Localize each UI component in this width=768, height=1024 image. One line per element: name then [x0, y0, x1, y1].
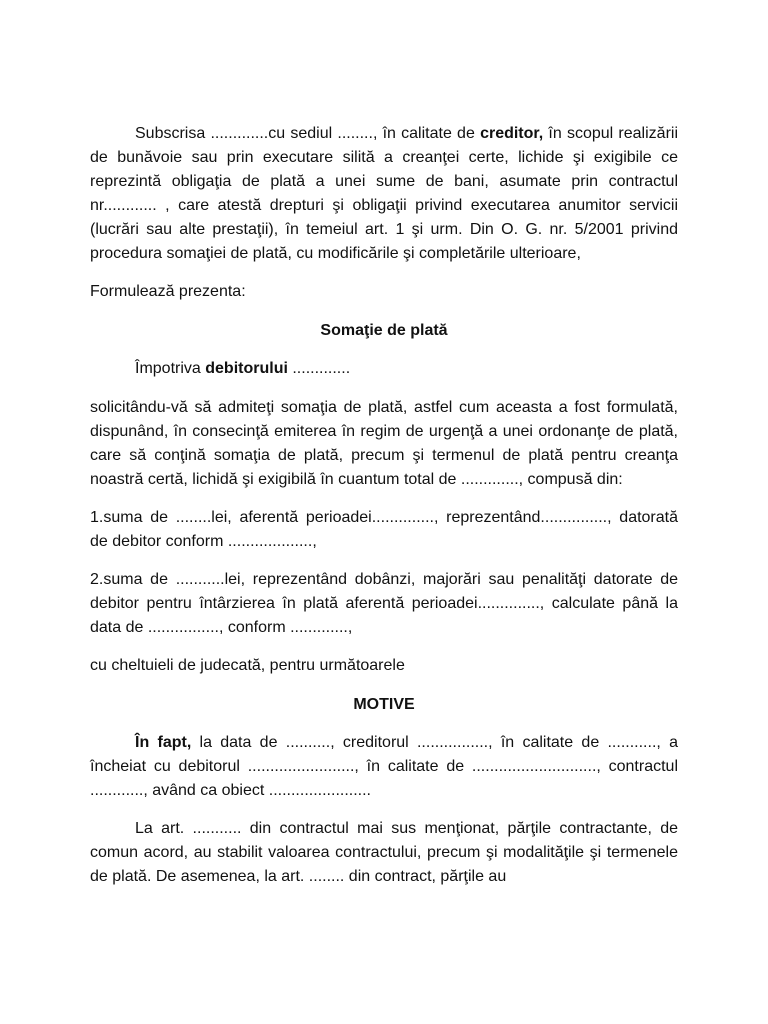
impotriva-text: Împotriva	[135, 360, 206, 377]
in-fapt-paragraph	[90, 731, 678, 803]
impotriva-line	[90, 357, 678, 381]
intro-text-rest: în scopul realizării de bunăvoie sau prin executare silită a creanţei certe, lichide şi exigibile ce reprezintă obligaţia de plată a unei sume de bani, asumate prin contractul nr............ , care atestă drepturi şi obligaţii privind executarea anumitor servicii (lucrări sau alte prestaţii), în temeiul art. 1 şi urm. Din O. G. nr. 5/2001 privind procedura somaţiei de plată, cu modificările şi completările ulterioare,	[90, 125, 678, 262]
in-fapt-label: În fapt,	[135, 734, 192, 751]
in-fapt-text: la data de .........., creditorul ................, în calitate de ..........., a încheiat cu debitorul ........................, în calitate de ............................, contractul ............, având ca obiect .......................	[90, 734, 679, 799]
document-title: Somaţie de plată	[320, 322, 448, 339]
motive-title: MOTIVE	[353, 696, 415, 713]
solicitare-paragraph: solicitându-vă să admiteţi somaţia de plată, astfel cum aceasta a fost formulată, dispunând, în consecinţă emiterea în regim de urgenţă a unei ordonanţe de plată, care să conţină somaţia de plată, precum şi termenul de plată pentru creanţa noastră certă, lichidă şi exigibilă în cuantum total de ............., compusă din:	[90, 399, 678, 488]
formuleaza-line: Formulează prezenta:	[90, 283, 246, 300]
item-2: 2.suma de ...........lei, reprezentând dobânzi, majorări sau penalităţi datorate de debitor pentru întârzierea în plată aferentă perioadei.............., calculate până la data de ................, conform .............,	[90, 571, 678, 636]
cheltuieli-line: cu cheltuieli de judecată, pentru următoarele	[90, 657, 405, 674]
creditor-term: creditor,	[480, 125, 544, 142]
intro-text-start: Subscrisa .............cu sediul ........, în calitate de	[135, 125, 481, 142]
impotriva-dots: .............	[287, 360, 351, 377]
la-art-paragraph: La art. ........... din contractul mai sus menţionat, părţile contractante, de comun acord, au stabilit valoarea contractului, precum şi modalităţile şi termenele de plată. De asemenea, la art. ........ din contract, părţile au	[90, 820, 678, 885]
item-1: 1.suma de ........lei, aferentă perioadei.............., reprezentând..............., datorată de debitor conform ...................,	[90, 509, 678, 550]
document-page	[90, 122, 678, 889]
debitor-term: debitorului	[205, 360, 288, 377]
intro-paragraph	[90, 122, 678, 266]
